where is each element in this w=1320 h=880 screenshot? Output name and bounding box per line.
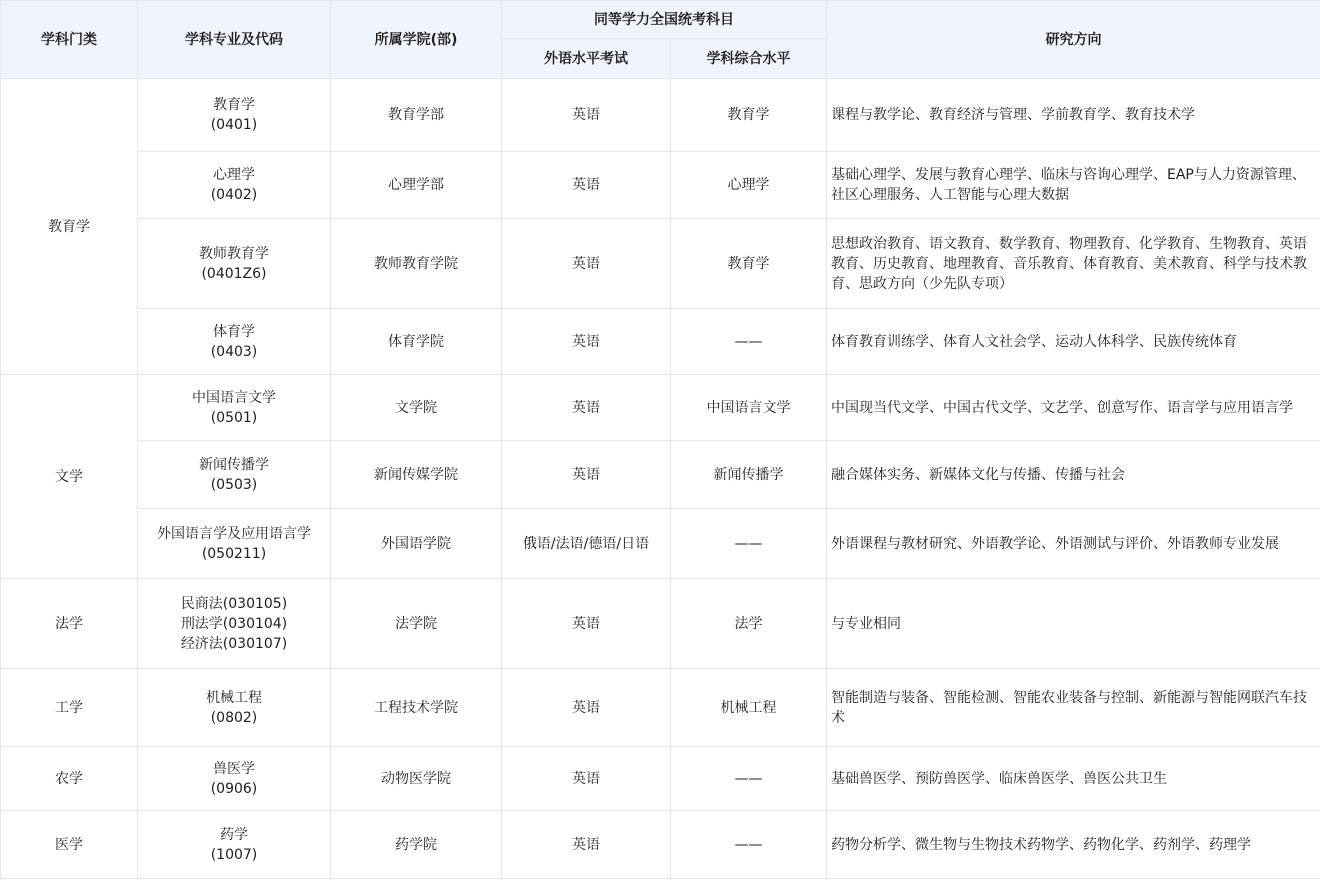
- college-cell: 药学院: [331, 811, 502, 879]
- header-row: [1, 1, 1320, 39]
- table-row: [1, 309, 1320, 375]
- foreign-cell: 英语: [502, 79, 671, 152]
- table-row: [1, 219, 1320, 309]
- subject-cell: 机械工程: [671, 669, 827, 747]
- major-code: (1007): [210, 846, 258, 863]
- major-cell: [138, 811, 331, 879]
- college-cell: 教育学部: [331, 79, 502, 152]
- direction-cell: 中国现当代文学、中国古代文学、文艺学、创意写作、语言学与应用语言学: [827, 375, 1320, 441]
- header-exam-group: 同等学力全国统考科目: [502, 1, 827, 39]
- major-code: (0401): [210, 117, 258, 133]
- foreign-cell: 英语: [502, 375, 671, 441]
- major-cell: [138, 509, 331, 579]
- major-name: 体育学: [213, 323, 255, 340]
- category-cell: 工学: [1, 669, 138, 747]
- major-cell: [138, 79, 331, 152]
- subject-cell: 法学: [671, 579, 827, 669]
- college-cell: 新闻传媒学院: [331, 441, 502, 509]
- major-name: 兽医学: [213, 760, 255, 777]
- table-row: [1, 509, 1320, 579]
- college-cell: 教师教育学院: [331, 219, 502, 309]
- major-name: 药学: [220, 826, 248, 843]
- category-cell: 法学: [1, 579, 138, 669]
- college-cell: 文学院: [331, 375, 502, 441]
- major-code: (0402): [210, 187, 258, 203]
- major-code: (0503): [210, 476, 258, 493]
- college-cell: 动物医学院: [331, 747, 502, 811]
- header-subject: 学科综合水平: [671, 39, 827, 79]
- direction-cell: 外语课程与教材研究、外语教学论、外语测试与评价、外语教师专业发展: [827, 509, 1320, 579]
- category-cell: 医学: [1, 811, 138, 879]
- direction-cell: 基础兽医学、预防兽医学、临床兽医学、兽医公共卫生: [827, 747, 1320, 811]
- subject-cell: 中国语言文学: [671, 375, 827, 441]
- major-cell: [138, 152, 331, 219]
- major-name: 民商法(030105): [180, 595, 288, 612]
- header-foreign: 外语水平考试: [502, 39, 671, 79]
- direction-cell: 思想政治教育、语文教育、数学教育、物理教育、化学教育、生物教育、英语教育、历史教育、地理教育、音乐教育、体育教育、美术教育、科学与技术教育、思政方向（少先队专项）: [827, 219, 1320, 309]
- category-cell: 教育学: [1, 79, 138, 375]
- college-cell: 体育学院: [331, 309, 502, 375]
- college-cell: 心理学部: [331, 152, 502, 219]
- major-code: (0401Z6): [201, 265, 267, 282]
- foreign-cell: 俄语/法语/德语/日语: [502, 509, 671, 579]
- foreign-cell: 英语: [502, 811, 671, 879]
- major-code: (050211): [201, 545, 267, 562]
- header-direction: 研究方向: [827, 1, 1320, 79]
- major-name: 外国语言学及应用语言学: [157, 525, 311, 542]
- subject-cell: ——: [671, 509, 827, 579]
- header-major: 学科专业及代码: [138, 1, 331, 79]
- table-row: [1, 79, 1320, 152]
- direction-cell: 课程与教学论、教育经济与管理、学前教育学、教育技术学: [827, 79, 1320, 152]
- college-cell: 法学院: [331, 579, 502, 669]
- direction-cell: 基础心理学、发展与教育心理学、临床与咨询心理学、EAP与人力资源管理、社区心理服务、人工智能与心理大数据: [827, 152, 1320, 219]
- table-row: [1, 441, 1320, 509]
- foreign-cell: 英语: [502, 309, 671, 375]
- foreign-cell: 英语: [502, 669, 671, 747]
- foreign-cell: 英语: [502, 747, 671, 811]
- table-row: [1, 579, 1320, 669]
- direction-cell: 体育教育训练学、体育人文社会学、运动人体科学、民族传统体育: [827, 309, 1320, 375]
- college-cell: 外国语学院: [331, 509, 502, 579]
- direction-cell: 智能制造与装备、智能检测、智能农业装备与控制、新能源与智能网联汽车技术: [827, 669, 1320, 747]
- subject-cell: ——: [671, 747, 827, 811]
- direction-cell: 融合媒体实务、新媒体文化与传播、传播与社会: [827, 441, 1320, 509]
- major-code: (0802): [210, 709, 258, 726]
- major-code: (0906): [210, 780, 258, 797]
- college-cell: 工程技术学院: [331, 669, 502, 747]
- table-row: [1, 811, 1320, 879]
- major-code: (0501): [210, 409, 258, 426]
- table-row: [1, 152, 1320, 219]
- major-name: 教师教育学: [199, 245, 269, 262]
- foreign-cell: 英语: [502, 441, 671, 509]
- table-row: [1, 669, 1320, 747]
- subject-cell: ——: [671, 309, 827, 375]
- major-cell: [138, 309, 331, 375]
- major-name: 中国语言文学: [192, 389, 276, 406]
- table-row: [1, 375, 1320, 441]
- major-cell: [138, 747, 331, 811]
- major-code: (0403): [210, 343, 258, 360]
- major-cell: [138, 219, 331, 309]
- major-name: 机械工程: [206, 689, 262, 706]
- subject-cell: 教育学: [671, 219, 827, 309]
- foreign-cell: 英语: [502, 219, 671, 309]
- major-cell: [138, 669, 331, 747]
- subject-cell: 新闻传播学: [671, 441, 827, 509]
- major-cell: [138, 441, 331, 509]
- category-cell: 文学: [1, 375, 138, 579]
- category-cell: 农学: [1, 747, 138, 811]
- major-name: 心理学: [213, 167, 255, 183]
- foreign-cell: 英语: [502, 579, 671, 669]
- table-row: [1, 747, 1320, 811]
- header-college: 所属学院(部): [331, 1, 502, 79]
- subject-cell: 心理学: [671, 152, 827, 219]
- subject-cell: ——: [671, 811, 827, 879]
- foreign-cell: 英语: [502, 152, 671, 219]
- subject-cell: 教育学: [671, 79, 827, 152]
- major-cell: [138, 579, 331, 669]
- major-name: 刑法学(030104): [180, 615, 288, 632]
- major-name: 新闻传播学: [199, 456, 269, 473]
- major-cell: [138, 375, 331, 441]
- header-category: 学科门类: [1, 1, 138, 79]
- major-name: 教育学: [213, 97, 255, 113]
- direction-cell: 药物分析学、微生物与生物技术药物学、药物化学、药剂学、药理学: [827, 811, 1320, 879]
- major-name: 经济法(030107): [180, 635, 288, 652]
- direction-cell: 与专业相同: [827, 579, 1320, 669]
